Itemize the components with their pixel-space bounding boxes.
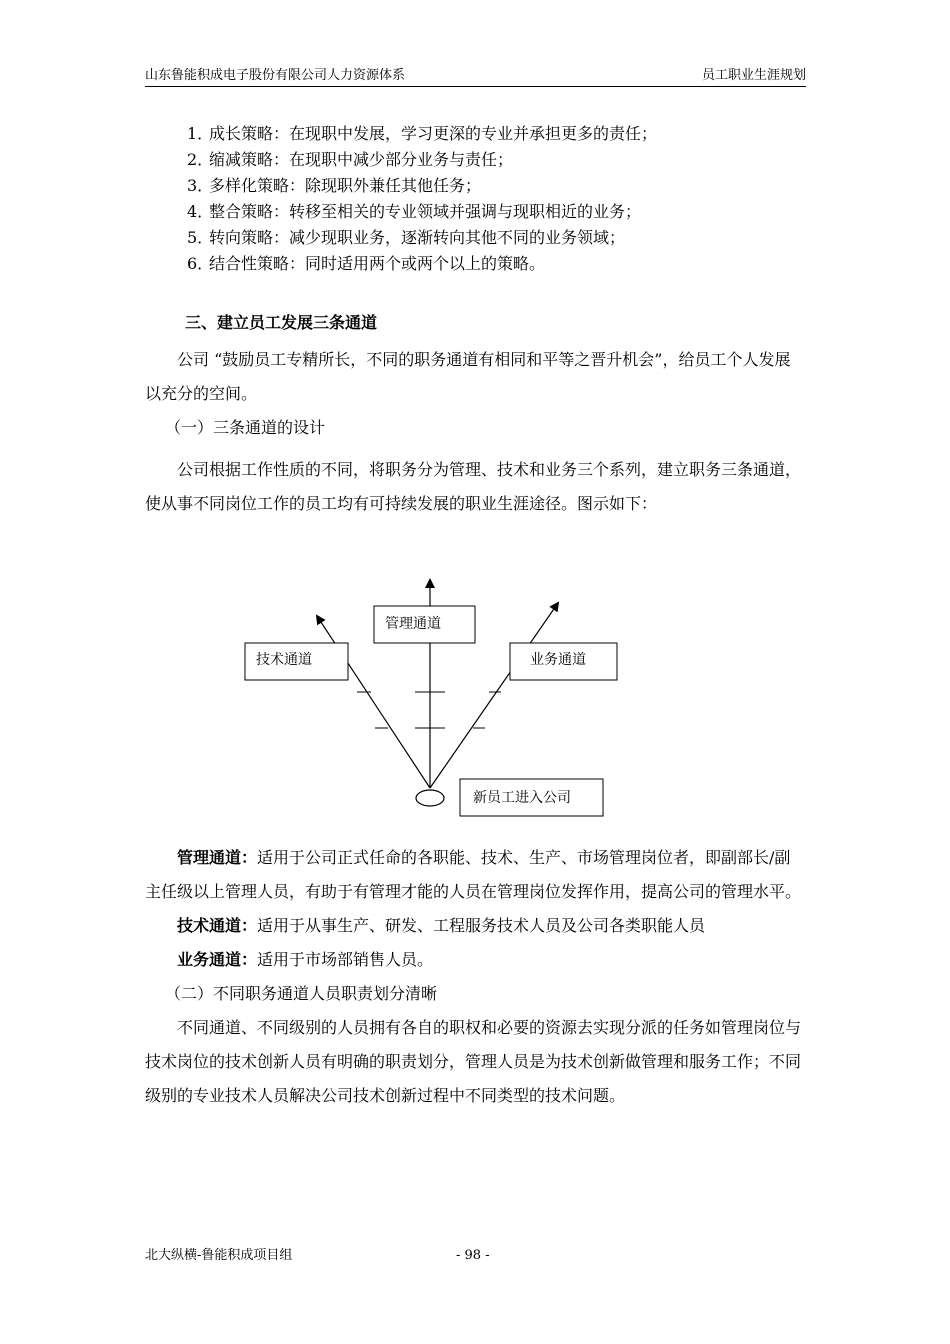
subheading-design: （一）三条通道的设计 bbox=[165, 418, 326, 437]
section-heading: 三、建立员工发展三条通道 bbox=[185, 313, 378, 332]
header-company: 山东鲁能积成电子股份有限公司人力资源体系 bbox=[145, 68, 406, 83]
intro-paragraph: 公司 “鼓励员工专精所长，不同的职务通道有相同和平等之晋升机会”，给员工个人发展以充分的空间。 bbox=[145, 350, 791, 403]
entry-label: 新员工进入公司 bbox=[473, 790, 571, 806]
business-label: 业务通道 bbox=[530, 652, 586, 668]
page-body bbox=[145, 121, 806, 1105]
channel-diagram-svg bbox=[145, 568, 806, 838]
header-title: 员工职业生涯规划 bbox=[701, 68, 806, 83]
strategy-list bbox=[145, 121, 806, 277]
list-item: 3．多样化策略：除现职外兼任其他任务； bbox=[187, 176, 482, 195]
subheading-responsibility: （二）不同职务通道人员职责划分清晰 bbox=[165, 984, 438, 1003]
list-item: 4．整合策略：转移至相关的专业领域并强调与现职相近的业务； bbox=[187, 202, 642, 221]
technical-label: 技术通道 bbox=[256, 652, 312, 668]
business-channel-term: 业务通道： bbox=[177, 950, 258, 969]
list-item: 2．缩减策略：在现职中减少部分业务与责任； bbox=[187, 150, 514, 169]
page-number: - 98 - bbox=[456, 1248, 490, 1263]
responsibility-paragraph: 不同通道、不同级别的人员拥有各自的职权和必要的资源去实现分派的任务如管理岗位与技术岗位的技术创新人员有明确的职责划分，管理人员是为技术创新做管理和服务工作；不同级别的专业技术人员解决公司技术创新过程中不同类型的技术问题。 bbox=[145, 1018, 802, 1105]
technical-channel-term: 技术通道： bbox=[177, 916, 258, 935]
design-paragraph: 公司根据工作性质的不同，将职务分为管理、技术和业务三个系列，建立职务三条通道，使从事不同岗位工作的员工均有可持续发展的职业生涯途径。图示如下： bbox=[145, 460, 802, 513]
page-header bbox=[145, 68, 806, 87]
list-item: 5．转向策略：减少现职业务，逐渐转向其他不同的业务领域； bbox=[187, 228, 626, 247]
footer-team: 北大纵横-鲁能积成项目组 bbox=[145, 1248, 293, 1263]
list-item: 1．成长策略：在现职中发展，学习更深的专业并承担更多的责任； bbox=[187, 124, 658, 143]
management-channel-paragraph: 管理通道：适用于公司正式任命的各职能、技术、生产、市场管理岗位者，即副部长/副主任级以上管理人员，有助于有管理才能的人员在管理岗位发挥作用，提高公司的管理水平。 bbox=[145, 848, 802, 901]
entry-node bbox=[416, 790, 444, 806]
business-channel-paragraph: 业务通道：适用于市场部销售人员。 bbox=[177, 950, 434, 969]
management-channel-term: 管理通道： bbox=[177, 848, 258, 867]
technical-channel-paragraph: 技术通道：适用于从事生产、研发、工程服务技术人员及公司各类职能人员 bbox=[177, 916, 706, 935]
management-label: 管理通道 bbox=[385, 616, 441, 632]
list-item: 6．结合性策略：同时适用两个或两个以上的策略。 bbox=[187, 254, 546, 273]
channel-diagram bbox=[145, 568, 806, 838]
